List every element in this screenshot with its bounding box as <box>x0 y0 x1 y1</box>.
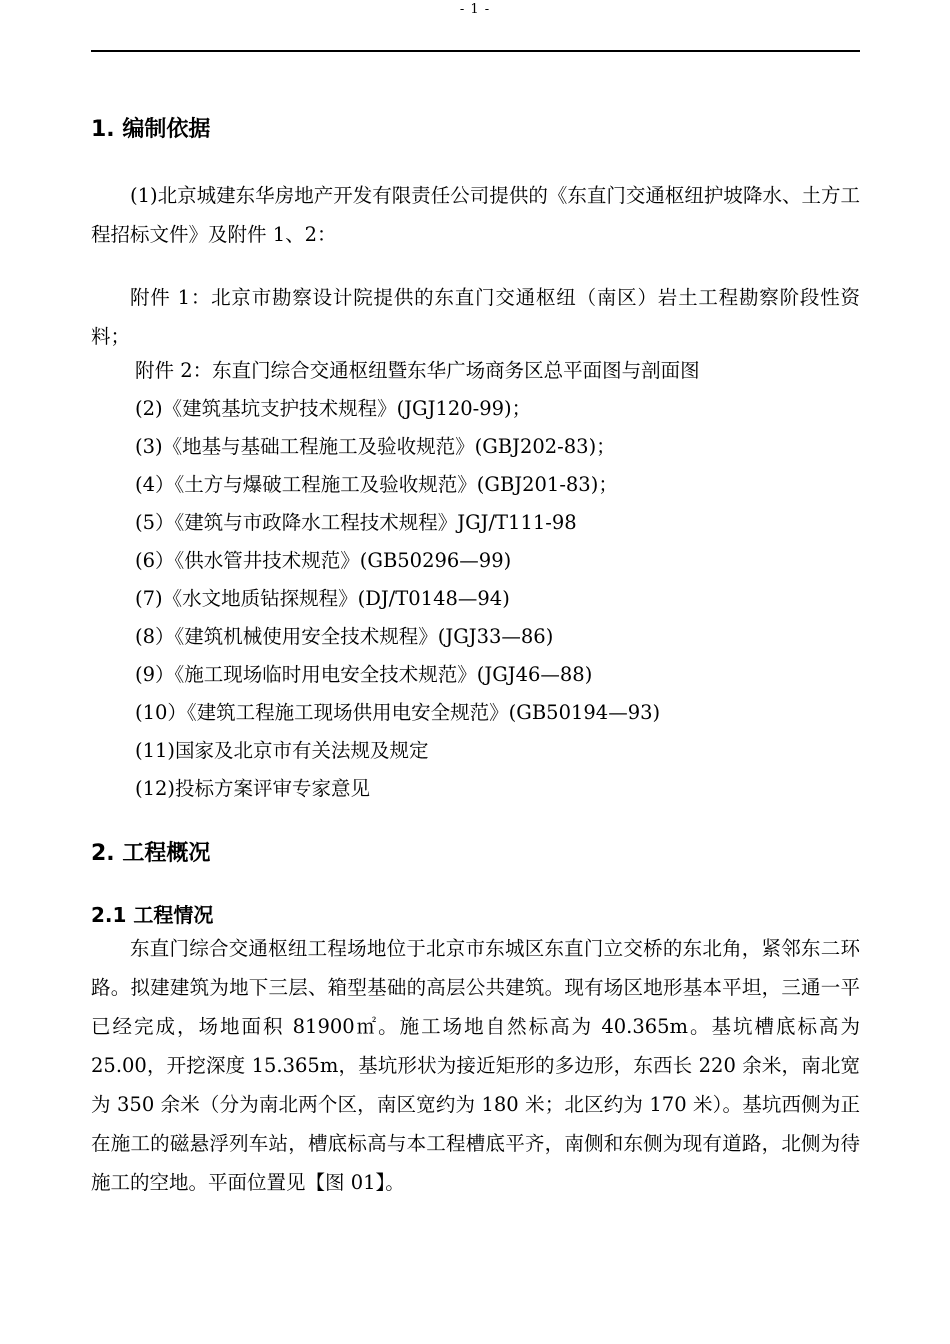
section-2-1-heading: 2.1 工程情况 <box>91 903 214 927</box>
basis-item: (9）《施工现场临时用电安全技术规范》(JGJ46—88) <box>135 663 593 686</box>
basis-item: (2)《建筑基坑支护技术规程》(JGJ120-99)； <box>135 397 532 420</box>
section-1-heading: 1. 编制依据 <box>91 117 211 142</box>
basis-item: (8）《建筑机械使用安全技术规程》(JGJ33—86) <box>135 625 554 648</box>
basis-item: (6）《供水管井技术规范》(GB50296—99) <box>135 549 512 572</box>
basis-item: 附件 2：东直门综合交通枢纽暨东华广场商务区总平面图与剖面图 <box>135 359 700 382</box>
header-rule <box>91 50 860 52</box>
basis-item: (4）《土方与爆破工程施工及验收规范》(GBJ201-83)； <box>135 473 618 496</box>
basis-paragraph-1: (1)北京城建东华房地产开发有限责任公司提供的《东直门交通枢纽护坡降水、土方工程招标文件》及附件 1、2： <box>91 184 860 246</box>
basis-item: (11)国家及北京市有关法规及规定 <box>135 739 429 762</box>
project-overview-paragraph: 东直门综合交通枢纽工程场地位于北京市东城区东直门立交桥的东北角，紧邻东二环路。拟建建筑为地下三层、箱型基础的高层公共建筑。现有场区地形基本平坦，三通一平已经完成，场地面积 81900㎡。施工场地自然标高为 40.365m。基坑槽底标高为 25.00，开挖深度 15.365m，基坑形状为接近矩形的多边形，东西长 220 余米，南北宽为 350 余米（分为南北两个区，南区宽约为 180 米；北区约为 170 米）。基坑西侧为正在施工的磁悬浮列车站，槽底标高与本工程槽底平齐，南侧和东侧为现有道路，北侧为待施工的空地。平面位置见【图 01】。 <box>91 937 860 1194</box>
basis-item: (3)《地基与基础工程施工及验收规范》(GBJ202-83)； <box>135 435 616 458</box>
basis-item: (10）《建筑工程施工现场供用电安全规范》(GB50194—93) <box>135 701 661 724</box>
section-2-heading: 2. 工程概况 <box>91 841 211 866</box>
basis-item: (7)《水文地质钻探规程》(DJ/T0148—94) <box>135 587 510 610</box>
page-number: - 1 - <box>459 2 491 17</box>
basis-paragraph-2: 附件 1：北京市勘察设计院提供的东直门交通枢纽（南区）岩土工程勘察阶段性资料； <box>91 286 860 348</box>
basis-item: (12)投标方案评审专家意见 <box>135 777 371 800</box>
basis-item: (5）《建筑与市政降水工程技术规程》JGJ/T111-98 <box>135 511 577 534</box>
